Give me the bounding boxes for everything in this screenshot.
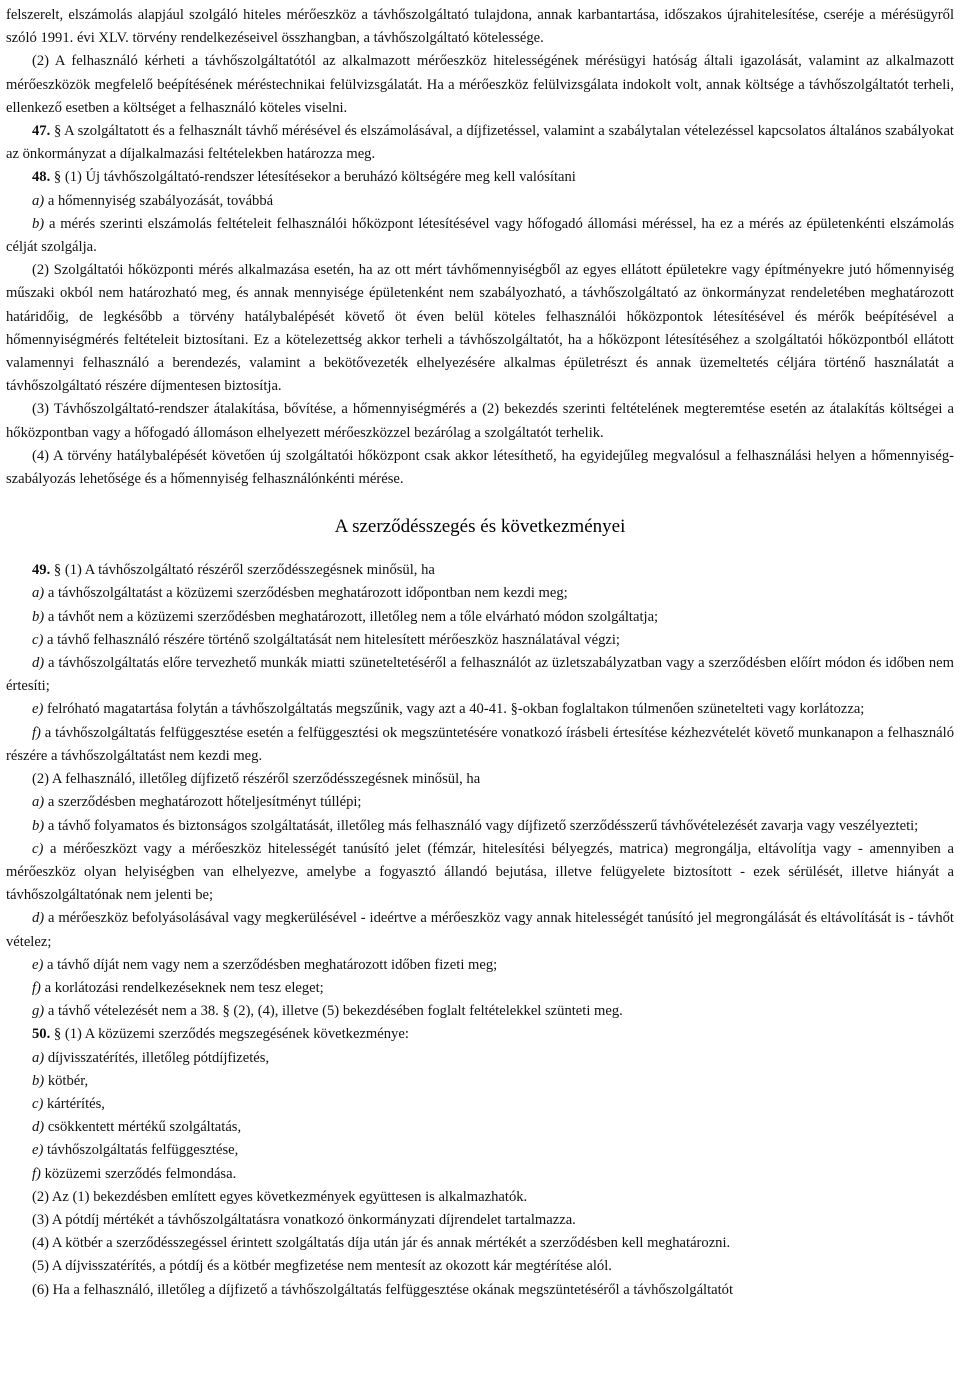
- paragraph: [6, 1255, 954, 1278]
- paragraph: [6, 977, 954, 1000]
- section-number: 49.: [32, 562, 51, 579]
- paragraph: [6, 791, 954, 814]
- section-heading: A szerződésszegés és következményei: [334, 516, 626, 538]
- paragraph-text: a távhőszolgáltatás előre tervezhető munkák miatti szüneteltetéséről a felhasználót az üzletszabályzatban vagy a szerződésben előírt módon és időben nem értesíti;: [6, 655, 954, 695]
- paragraph: [6, 954, 954, 977]
- list-letter: f): [32, 979, 41, 996]
- paragraph: [6, 838, 954, 908]
- paragraph: [6, 1047, 954, 1070]
- paragraph-text: (5) A díjvisszatérítés, a pótdíj és a kötbér megfizetése nem mentesít az okozott kár megtérítése alól.: [32, 1258, 612, 1275]
- list-letter: a): [32, 794, 45, 811]
- paragraph-text: felróható magatartása folytán a távhőszolgáltatás megszűnik, vagy azt a 40-41. §-okban foglaltakon túlmenően szünetelteti vagy korlátozza;: [43, 701, 865, 718]
- paragraph-text: díjvisszatérítés, illetőleg pótdíjfizetés,: [44, 1049, 270, 1066]
- paragraph: [6, 50, 954, 120]
- list-letter: g): [32, 1003, 45, 1020]
- paragraph-text: § (1) A távhőszolgáltató részéről szerződésszegésnek minősül, ha: [50, 562, 435, 579]
- list-letter: d): [32, 655, 45, 672]
- list-letter: c): [32, 1095, 44, 1112]
- paragraph-text: kártérítés,: [43, 1095, 105, 1112]
- paragraph: [6, 1139, 954, 1162]
- paragraph-text: a korlátozási rendelkezéseknek nem tesz eleget;: [40, 979, 324, 996]
- paragraph: [6, 1093, 954, 1116]
- list-letter: a): [32, 585, 45, 602]
- paragraph-text: a távhő díját nem vagy nem a szerződésben meghatározott időben fizeti meg;: [43, 956, 498, 973]
- paragraph-text: (2) Szolgáltatói hőközponti mérés alkalmazása esetén, ha az ott mért távhőmennyiségből az egyes ellátott épületekre vagy építményekre jutó hőmennyiség műszaki okból nem határozható meg, és annak mennyisége épületenként nem szabályozható, a távhőszolgáltató az önkormányzat rendeletében meghatározott határidőig, de legkésőbb a törvény hatálybalépését követő öt éven belül köteles felhasználói hőközpontok létesítésével és mérők beépítésével a hőmennyiségmérés feltételeit biztosítani. Ez a kötelezettség akkor terheli a távhőszolgáltatót, ha a hőközpont létesítéséhez a szolgáltatói hőközpontból ellátott valamennyi felhasználó a berendezés, valamint a bekötővezeték elhelyezésére alkalmas épületrészt és annak üzemeltetés céljára történő használatát a távhőszolgáltató részére díjmentesen biztosítja.: [6, 262, 954, 395]
- list-letter: b): [32, 215, 45, 232]
- paragraph: [6, 1209, 954, 1232]
- paragraph: [6, 907, 954, 953]
- section-breach-paragraphs: [6, 559, 954, 1302]
- paragraph: [6, 559, 954, 582]
- paragraph: [6, 213, 954, 259]
- section-number: 50.: [32, 1026, 51, 1043]
- paragraph-text: a távhő vételezését nem a 38. § (2), (4), illetve (5) bekezdésében foglalt feltételekkel szünteti meg.: [44, 1003, 623, 1020]
- list-letter: e): [32, 956, 44, 973]
- list-letter: b): [32, 1072, 45, 1089]
- paragraph: [6, 1163, 954, 1186]
- paragraph: [6, 815, 954, 838]
- paragraph-text: felszerelt, elszámolás alapjául szolgáló hiteles mérőeszköz a távhőszolgáltató tulajdona, annak karbantartása, időszakos újrahitelesítése, cseréje a mérésügyről szóló 1991. évi XLV. törvény rendelkezéseivel összhangban, a távhőszolgáltató kötelessége.: [6, 7, 954, 47]
- paragraph: [6, 1116, 954, 1139]
- paragraph: [6, 722, 954, 768]
- list-letter: c): [32, 631, 44, 648]
- list-letter: c): [32, 840, 44, 857]
- paragraph: [6, 1000, 954, 1023]
- paragraph-text: a távhőt nem a közüzemi szerződésben meghatározott, illetőleg nem a tőle elvárható módon szolgáltatja;: [44, 608, 659, 625]
- paragraph: [6, 398, 954, 444]
- paragraph: [6, 629, 954, 652]
- list-letter: d): [32, 1119, 45, 1136]
- paragraph: [6, 1186, 954, 1209]
- list-letter: a): [32, 1049, 45, 1066]
- list-letter: a): [32, 192, 45, 209]
- list-letter: f): [32, 1165, 41, 1182]
- paragraph-text: a mérőeszköz befolyásolásával vagy megkerülésével - ideértve a mérőeszköz vagy annak hitelességét tanúsító jel megrongálását és eltávolítását is - távhőt vételez;: [6, 910, 954, 950]
- paragraph-text: a szerződésben meghatározott hőteljesítményt túllépi;: [44, 794, 362, 811]
- paragraph: [6, 166, 954, 189]
- paragraph-text: közüzemi szerződés felmondása.: [40, 1165, 237, 1182]
- list-letter: f): [32, 724, 41, 741]
- paragraph: [6, 698, 954, 721]
- paragraph-text: a hőmennyiség szabályozását, továbbá: [44, 192, 274, 209]
- section-number: 47.: [32, 123, 51, 140]
- paragraph: [6, 445, 954, 491]
- paragraph-text: a távhő felhasználó részére történő szolgáltatását nem hitelesített mérőeszköz használatával végzi;: [43, 631, 620, 648]
- paragraph: [6, 1023, 954, 1046]
- paragraph-text: (2) A felhasználó, illetőleg díjfizető részéről szerződésszegésnek minősül, ha: [32, 771, 481, 788]
- paragraph-text: (3) A pótdíj mértékét a távhőszolgáltatásra vonatkozó önkormányzati díjrendelet tartalmazza.: [32, 1211, 576, 1228]
- list-letter: b): [32, 817, 45, 834]
- paragraph: [6, 120, 954, 166]
- paragraph: [6, 1279, 954, 1302]
- paragraph-text: § A szolgáltatott és a felhasznált távhő mérésével és elszámolásával, a díjfizetéssel, valamint a szabálytalan vételezéssel kapcsolatos általános szabályokat az önkormányzat a díjalkalmazási feltételekben határozza meg.: [6, 123, 954, 163]
- paragraph-text: (4) A törvény hatálybalépését követően új szolgáltatói hőközpont csak akkor létesíthető, ha egyidejűleg megvalósul a felhasználási helyen a hőmennyiség-szabályozás lehetősége és a hőmennyiség felhasználónkénti mérése.: [6, 447, 954, 488]
- paragraph-text: § (1) Új távhőszolgáltató-rendszer létesítésekor a beruházó költségére meg kell valósítani: [50, 169, 576, 186]
- paragraph-text: a mérés szerinti elszámolás feltételeit felhasználói hőközpont létesítésével vagy hőfogadó állomási méréssel, ha ez a mérés az épületenkénti elszámolás célját szolgálja.: [6, 215, 954, 256]
- paragraph-text: kötbér,: [44, 1072, 89, 1089]
- list-letter: d): [32, 910, 45, 927]
- paragraph-text: (6) Ha a felhasználó, illetőleg a díjfizető a távhőszolgáltatás felfüggesztése okának megszüntetéséről a távhőszolgáltatót: [32, 1281, 734, 1298]
- paragraph-text: csökkentett mértékű szolgáltatás,: [44, 1119, 242, 1136]
- paragraph-text: távhőszolgáltatás felfüggesztése,: [43, 1142, 239, 1159]
- list-letter: e): [32, 1142, 44, 1159]
- paragraph-text: a távhő folyamatos és biztonságos szolgáltatását, illetőleg más felhasználó vagy díjfizető szerződésszerű távhővételezését zavarja vagy veszélyezteti;: [44, 817, 919, 834]
- paragraph: [6, 768, 954, 791]
- section-top-paragraphs: [6, 4, 954, 491]
- paragraph: [6, 606, 954, 629]
- paragraph-text: (2) A felhasználó kérheti a távhőszolgáltatótól az alkalmazott mérőeszköz hitelességének mérésügyi hatóság általi igazolását, valamint az alkalmazott mérőeszközök megfelelő beépítésének méréstechnikai felülvizsgálatát. Ha a mérőeszköz felülvizsgálata indokolt volt, annak költsége a távhőszolgáltatót terheli, ellenkező esetben a költséget a felhasználó köteles viselni.: [6, 53, 954, 116]
- paragraph-text: (2) Az (1) bekezdésben említett egyes következmények együttesen is alkalmazhatók.: [32, 1188, 528, 1205]
- paragraph-text: (4) A kötbér a szerződésszegéssel érintett szolgáltatás díja után jár és annak mértékét a szerződésben kell meghatározni.: [32, 1235, 731, 1252]
- paragraph: [6, 4, 954, 50]
- paragraph-text: a távhőszolgáltatás felfüggesztése esetén a felfüggesztési ok megszüntetésére vonatkozó írásbeli értesítése kézhezvételét követő munkanapon a felhasználó részére a távhőszolgáltatást nem kezdi meg.: [6, 724, 954, 764]
- paragraph-text: § (1) A közüzemi szerződés megszegésének következménye:: [50, 1026, 409, 1043]
- list-letter: b): [32, 608, 45, 625]
- paragraph: [6, 1070, 954, 1093]
- paragraph: [6, 582, 954, 605]
- paragraph-text: a mérőeszközt vagy a mérőeszköz hitelességét tanúsító jelet (fémzár, hitelesítési bélyegzés, matrica) megrongálja, eltávolítja vagy - amennyiben a mérőeszköz olyan helyiségben van elhelyezve, amelybe a fogyasztó állandó bejutása, illetve felügyelete biztosított - ezek sérülését, illetve hiányát a távhőszolgáltatónak nem jelenti be;: [6, 840, 954, 904]
- paragraph-text: (3) Távhőszolgáltató-rendszer átalakítása, bővítése, a hőmennyiségmérés a (2) bekezdés szerinti feltételének megteremtése esetén az átalakítás költségei a hőközpontban vagy a hőfogadó állomáson elhelyezett mérőeszközzel bezárólag a szolgáltatót terhelik.: [6, 401, 954, 441]
- paragraph: [6, 259, 954, 398]
- paragraph: [6, 652, 954, 698]
- section-number: 48.: [32, 169, 51, 186]
- paragraph-text: a távhőszolgáltatást a közüzemi szerződésben meghatározott időpontban nem kezdi meg;: [44, 585, 568, 602]
- list-letter: e): [32, 701, 44, 718]
- paragraph: [6, 190, 954, 213]
- paragraph: [6, 1232, 954, 1255]
